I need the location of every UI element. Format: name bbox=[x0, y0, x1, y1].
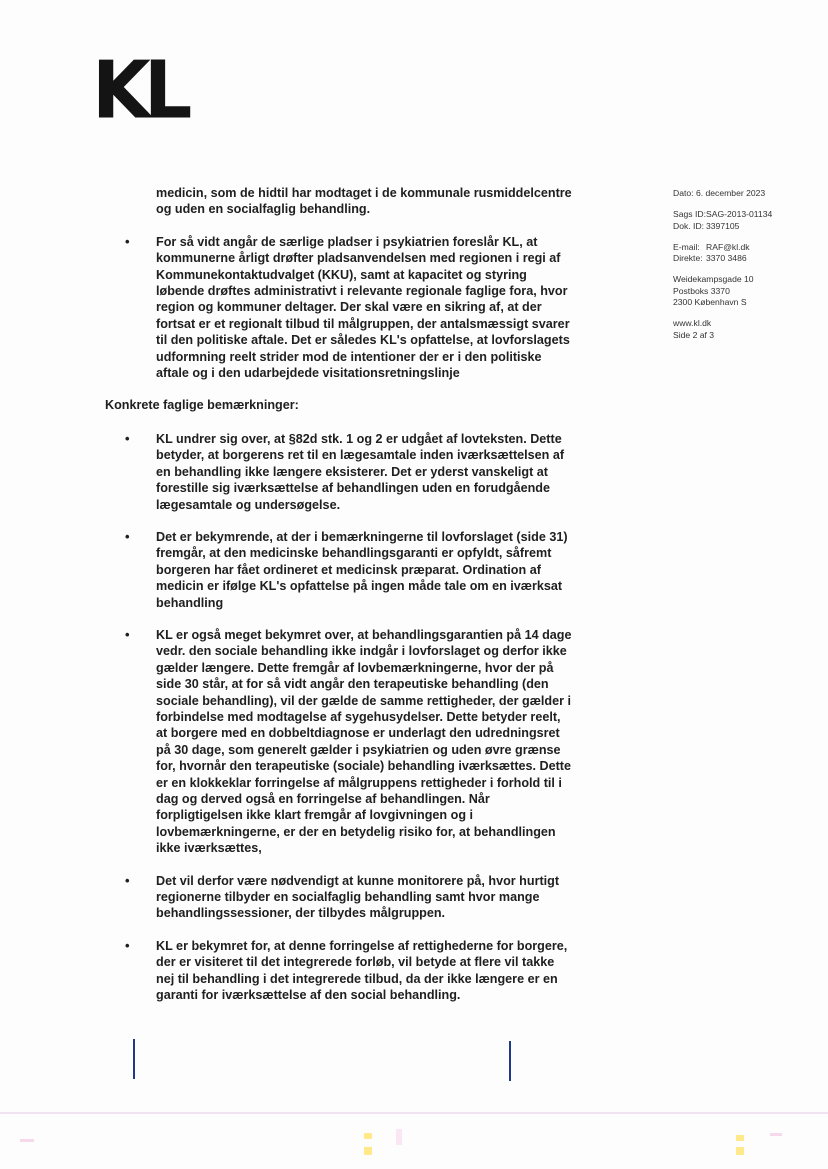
bullet-text: Det er bekymrende, at der i bemærkningerne til lovforslaget (side 31) fremgår, at den medicinske behandlingsgaranti er opfyldt, såfremt borgeren har fået ordineret et medicinsk præparat. Ordination af medicin er ifølge KL's opfattelse på ingen måde tale om en iværksat behandling bbox=[156, 529, 568, 610]
email-value: RAF@kl.dk bbox=[706, 241, 750, 252]
contact-block bbox=[673, 242, 823, 265]
list-item bbox=[105, 234, 575, 382]
bullet-icon: • bbox=[125, 430, 130, 446]
document-metadata bbox=[673, 188, 823, 351]
bullet-text: KL undrer sig over, at §82d stk. 1 og 2 er udgået af lovteksten. Dette betyder, at borgerens ret til en lægesamtale inden iværksættelsen af en behandling ikke længere eksisterer. Det er yderst vanskeligt at forestille sig iværksættelse af behandlingen uden en forudgående lægesamtale og undersøgelse. bbox=[156, 431, 565, 512]
list-item bbox=[105, 529, 575, 611]
bullet-icon: • bbox=[125, 937, 130, 953]
bullet-text: KL er bekymret for, at denne forringelse af rettighederne for borgere, der er visiteret til det integrerede forløb, vil betyde at flere vil takke nej til behandling i det integrerede tilbud, da der ikke længere er en garanti for iværksættelse af den social behandling. bbox=[156, 938, 568, 1003]
address-line: Postboks 3370 bbox=[673, 285, 730, 296]
bullet-text: Det vil derfor være nødvendigt at kunne monitorere på, hvor hurtigt regionerne tilbyder en socialfaglig behandling samt hvor mange behandlingssessioner, der tilbydes målgruppen. bbox=[156, 873, 560, 921]
bullet-text: For så vidt angår de særlige pladser i psykiatrien foreslår KL, at kommunerne årligt drøfter pladsanvendelsen med regionen i regi af Kommunekontaktudvalget (KKU), samt at kapacitet og styring løbende drøftes administrativt i relevante regionale faglige fora, hvor region og kommuner deltager. Der skal være en sikring af, at der fortsat er et regionalt tilbud til målgruppen, der antalsmæssigt svarer til den politiske aftale. Det er således KL's opfattelse, at lovforslagets udformning reelt strider mod de intentioner der er i den politiske aftale og i den udarbejdede visitationsretningslinje bbox=[156, 234, 570, 381]
bullet-text: KL er også meget bekymret over, at behandlingsgarantien på 14 dage vedr. den sociale behandling ikke indgår i lovforslaget og derfor ikke gælder længere. Dette fremgår af lovbemærkningerne, hvor der på side 30 står, at for så vidt angår den terapeutiske behandling (den sociale behandling), vil der gælde de samme rettigheder, der gælder i forbindelse med modtagelse af sygehusydelser. Dette betyder reelt, at borgere med en dobbeltdiagnose er underlagt den udredningsret på 30 dage, som generelt gælder i psykiatrien og uden øvre grænse for, hvornår den terapeutiske (sociale) behandling iværksættes. Dette er en klokkeklar forringelse af målgruppens rettigheder i forhold til i dag og derved også en forringelse af behandlingen. Når forpligtigelsen ikke klart fremgår af lovgivningen og i lovbemærkningerne, er der en betydelig risiko for, at behandlingen ikke iværksættes, bbox=[156, 627, 572, 856]
bullet-icon: • bbox=[125, 872, 130, 888]
address-line: 2300 København S bbox=[673, 297, 747, 308]
bullet-icon: • bbox=[125, 528, 130, 544]
address-block bbox=[673, 274, 823, 308]
list-item bbox=[105, 431, 575, 513]
date-value: 6. december 2023 bbox=[695, 188, 766, 198]
bullet-icon: • bbox=[125, 233, 130, 249]
date-block bbox=[673, 188, 823, 199]
direkte-value: 3370 3486 bbox=[706, 253, 747, 264]
page-number: Side 2 af 3 bbox=[673, 329, 715, 340]
dok-value: 3397105 bbox=[706, 220, 740, 231]
web-block bbox=[673, 318, 823, 341]
list-item bbox=[105, 627, 575, 857]
scan-artifacts bbox=[0, 1029, 828, 1169]
address-line: Weidekampsgade 10 bbox=[673, 274, 754, 285]
section-heading: Konkrete faglige bemærkninger: bbox=[105, 398, 299, 413]
date-label: Dato: bbox=[673, 188, 694, 198]
bullet-icon: • bbox=[125, 626, 130, 642]
letter-body bbox=[105, 185, 575, 1019]
list-item bbox=[105, 938, 575, 1004]
email-label: E-mail: bbox=[673, 241, 700, 252]
kl-logo: KL bbox=[92, 42, 186, 137]
website: www.kl.dk bbox=[673, 318, 712, 329]
list-item bbox=[105, 873, 575, 922]
sags-value: SAG-2013-01134 bbox=[706, 209, 773, 220]
sags-label: Sags ID: bbox=[673, 209, 706, 220]
direkte-label: Direkte: bbox=[673, 253, 703, 264]
intro-paragraph: medicin, som de hidtil har modtaget i de kommunale rusmiddelcentre og uden en socialfaglig behandling. bbox=[156, 186, 572, 217]
ids-block bbox=[673, 209, 823, 232]
dok-label: Dok. ID: bbox=[673, 220, 705, 231]
